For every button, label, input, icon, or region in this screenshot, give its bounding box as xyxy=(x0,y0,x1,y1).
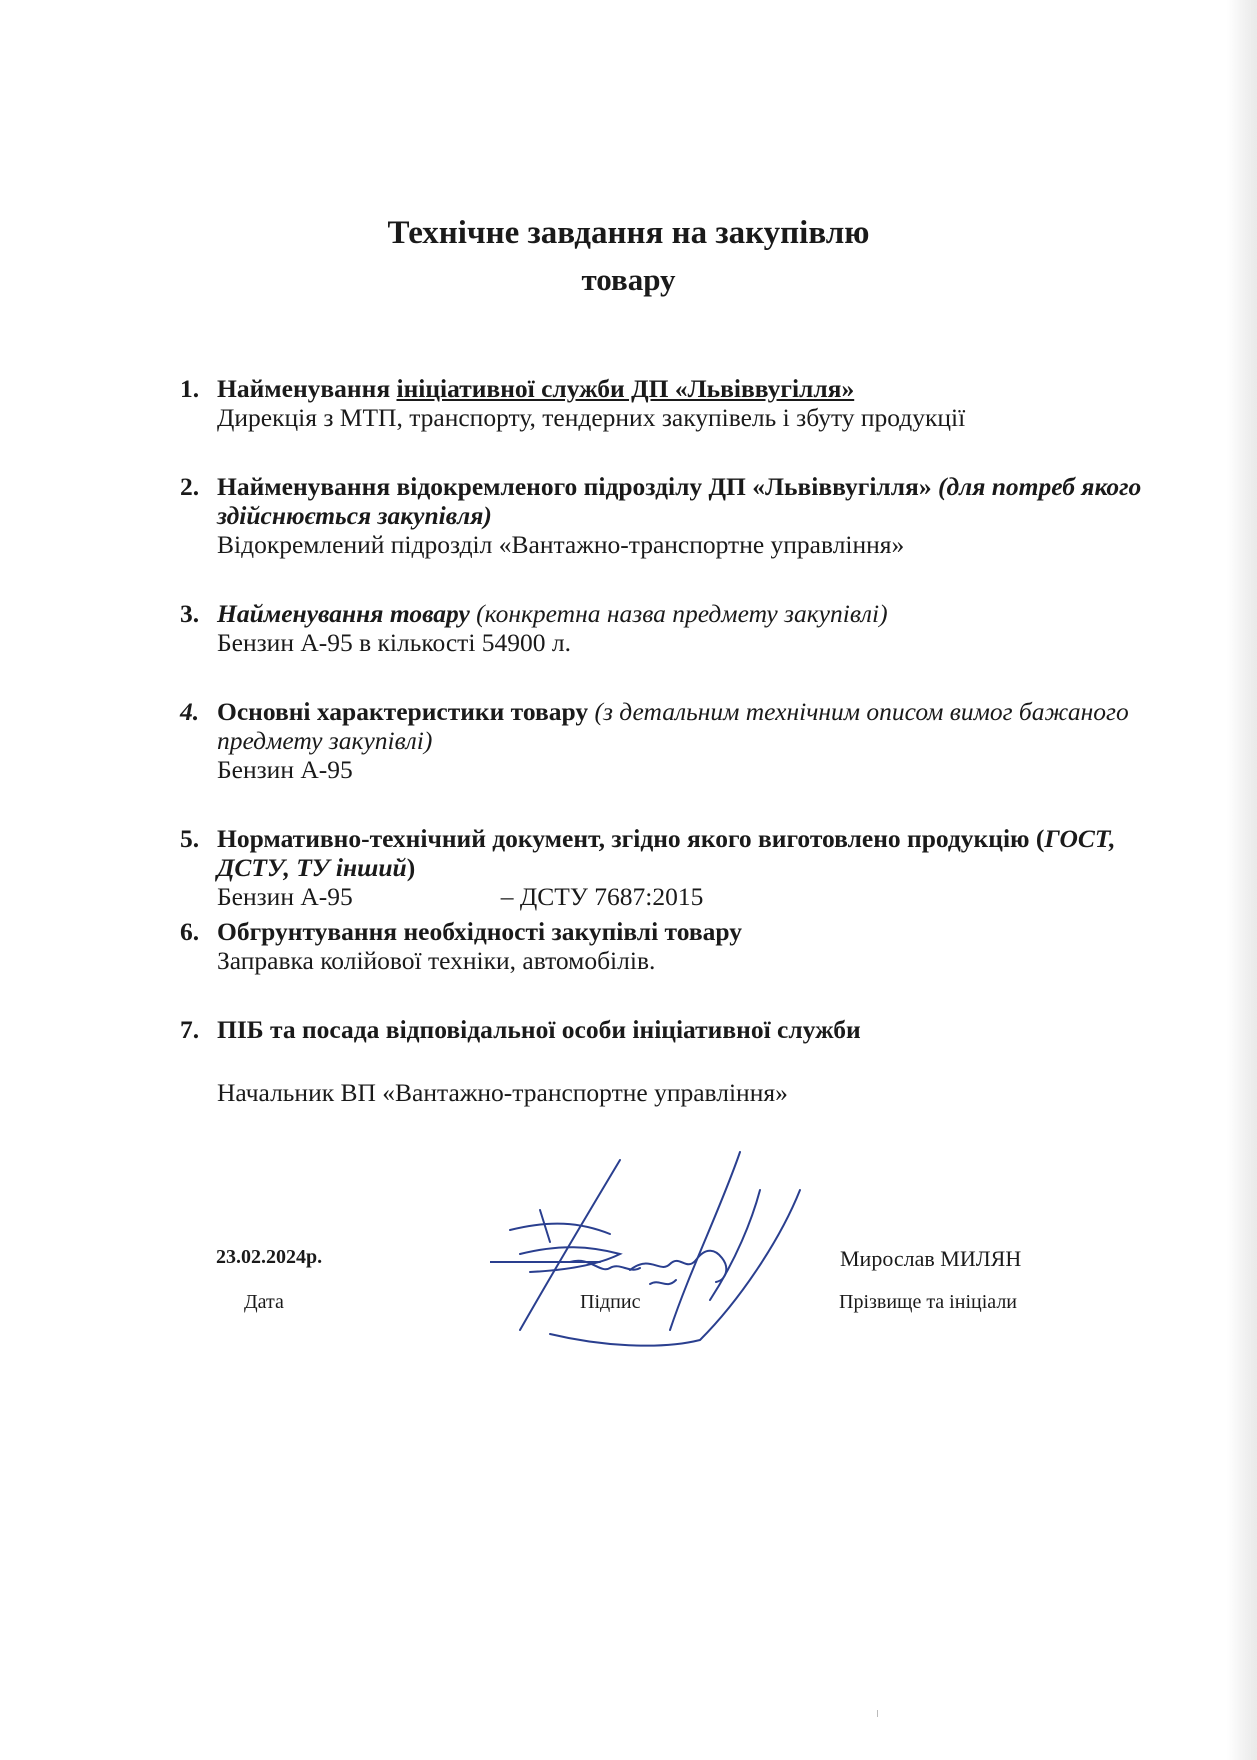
section-5 xyxy=(180,824,1180,911)
signing-date: 23.02.2024р. xyxy=(216,1246,323,1268)
requirements-list xyxy=(180,374,1180,1107)
section-1 xyxy=(180,374,1180,432)
section-value: Заправка колійової техніки, автомобілів. xyxy=(217,946,656,975)
section-value: Бензин А-95 xyxy=(217,755,353,784)
section-number: 6. xyxy=(180,917,200,946)
section-number: 5. xyxy=(180,824,200,853)
section-number: 7. xyxy=(180,1015,200,1044)
section-7 xyxy=(180,1015,1180,1107)
section-2 xyxy=(180,472,1180,559)
section-heading: Найменування товару xyxy=(217,599,477,628)
section-heading: Основні характеристики товару xyxy=(217,697,595,726)
section-heading: Нормативно-технічний документ, згідно якого виготовлено продукцію ( xyxy=(217,824,1045,853)
section-heading-underlined: ініціативної служби ДП «Львіввугілля» xyxy=(396,374,855,403)
section-4 xyxy=(180,697,1180,784)
handwritten-signature xyxy=(490,1150,820,1350)
date-label: Дата xyxy=(244,1291,284,1313)
section-heading-note: (для потреб якого здійснюється закупівля) xyxy=(217,472,1142,530)
section-heading-end: ) xyxy=(406,853,416,882)
section-number: 1. xyxy=(180,374,200,403)
document-title: Технічне завдання на закупівлю xyxy=(387,215,870,251)
section-value: Начальник ВП «Вантажно-транспортне управління» xyxy=(217,1078,788,1107)
section-heading-note: (конкретна назва предмету закупівлі) xyxy=(476,599,888,628)
section-value-standard: – ДСТУ 7687:2015 xyxy=(500,882,704,911)
section-value: Відокремлений підрозділ «Вантажно-транспортне управління» xyxy=(217,530,905,559)
section-number: 2. xyxy=(180,472,200,501)
section-3 xyxy=(180,599,1180,657)
section-value: Бензин А-95 в кількості 54900 л. xyxy=(217,628,571,657)
section-number: 4. xyxy=(180,697,200,726)
section-heading: Найменування xyxy=(217,374,397,403)
section-number: 3. xyxy=(180,599,200,628)
section-value-product: Бензин А-95 xyxy=(217,882,353,911)
signature-label: Підпис xyxy=(580,1291,641,1313)
scan-artifact xyxy=(877,1710,878,1717)
section-value: Дирекція з МТП, транспорту, тендерних закупівель і збуту продукції xyxy=(217,403,966,432)
section-heading: ПІБ та посада відповідальної особи ініціативної служби xyxy=(217,1015,861,1044)
section-heading-standards: ГОСТ, ДСТУ, ТУ інший xyxy=(217,824,1116,882)
document-title-continuation: товару xyxy=(581,262,676,297)
signatory-name: Мирослав МИЛЯН xyxy=(840,1246,1022,1271)
section-heading: Обгрунтування необхідності закупівлі товару xyxy=(217,917,742,946)
section-heading-note: (з детальним технічним описом вимог бажаного предмету закупівлі) xyxy=(217,697,1129,755)
section-6 xyxy=(180,917,1180,975)
section-heading: Найменування відокремленого підрозділу ДП «Львіввугілля» xyxy=(217,472,938,501)
name-label: Прізвище та ініціали xyxy=(839,1291,1017,1313)
